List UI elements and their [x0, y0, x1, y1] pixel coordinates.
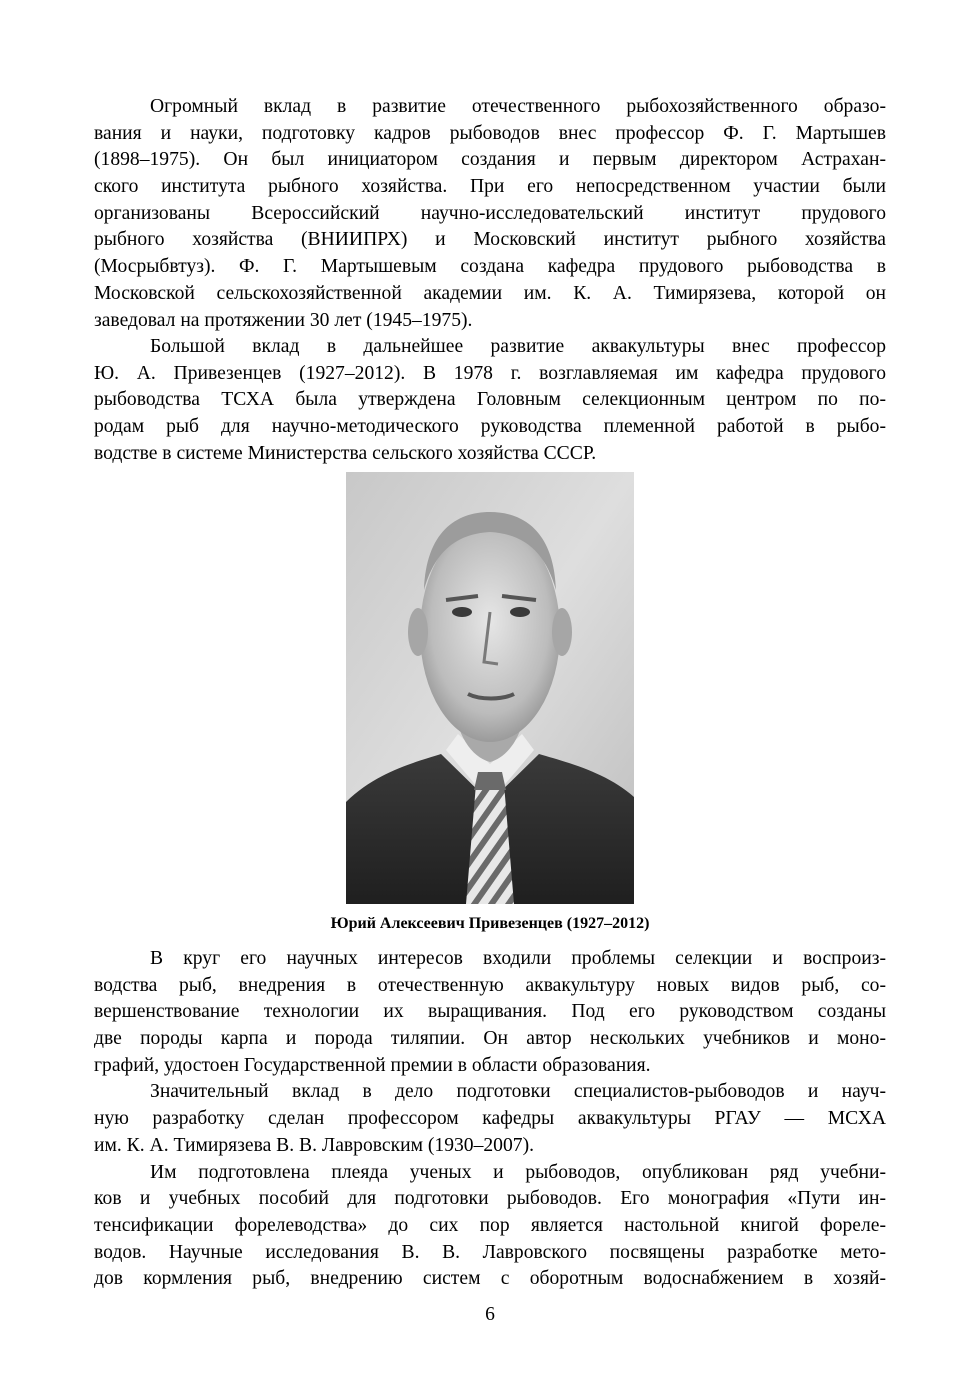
text-line: рыбного хозяйства (ВНИИПРХ) и Московский институт рыбного хозяйства	[94, 229, 886, 251]
text-block-privezentsev	[94, 334, 886, 467]
text-block-bottom	[94, 946, 886, 1293]
text-line: графий, удостоен Государственной премии в области образования.	[94, 1054, 651, 1076]
text-line: водства рыб, внедрения в отечественную аквакультуру новых видов рыб, со-	[94, 974, 886, 996]
text-block-top	[94, 94, 886, 334]
text-line: вания и науки, подготовку кадров рыбоводов внес профессор Ф. Г. Мартышев	[94, 122, 886, 144]
text-line: рыбоводства ТСХА была утверждена Головным селекционным центром по по-	[94, 389, 886, 411]
text-line: тенсификации форелеводства» до сих пор является настольной книгой форелe-	[94, 1214, 886, 1236]
text-line: дов кормления рыб, внедрению систем с оборотным водоснабжением в хозяй-	[94, 1268, 886, 1290]
text-line: две породы карпа и порода тиляпии. Он автор нескольких учебников и моно-	[94, 1028, 886, 1050]
text-line: организованы Всероссийский научно-исследовательский институт прудового	[94, 202, 886, 224]
text-line: родам рыб для научно-методического руководства племенной работой в рыбо-	[94, 416, 886, 438]
paragraph-interests	[94, 946, 886, 1079]
paragraph-martyshev	[94, 94, 886, 334]
text-line: водов. Научные исследования В. В. Лавровского посвящены разработке мето-	[94, 1241, 886, 1263]
text-line: Им подготовлена плеяда ученых и рыбоводов, опубликован ряд учебни-	[150, 1161, 886, 1183]
text-line: (1898–1975). Он был инициатором создания и первым директором Астрахан-	[94, 149, 886, 171]
portrait-photo	[346, 472, 634, 904]
text-line: Большой вклад в дальнейшее развитие аквакультуры внес профессор	[150, 336, 886, 357]
text-line: Московской сельскохозяйственной академии им. К. А. Тимирязева, которой он	[94, 282, 886, 304]
text-line: заведовал на протяжении 30 лет (1945–1975).	[94, 309, 473, 331]
paragraph-privezentsev	[94, 334, 886, 467]
text-line: вершенствование технологии их выращивания. Под его руководством созданы	[94, 1001, 886, 1023]
portrait-image	[346, 472, 634, 904]
photo-caption: Юрий Алексеевич Привезенцев (1927–2012)	[330, 915, 650, 932]
text-line: Ю. А. Привезенцев (1927–2012). В 1978 г. возглавляемая им кафедра прудового	[94, 362, 886, 384]
text-line: В круг его научных интересов входили проблемы селекции и воспроиз-	[150, 948, 886, 969]
text-line: ского института рыбного хозяйства. При его непосредственном участии были	[94, 176, 886, 198]
text-line: ков и учебных пособий для подготовки рыбоводов. Его монография «Пути ин-	[94, 1188, 886, 1210]
text-line: ную разработку сделан профессором кафедры аквакультуры РГАУ — МСХА	[94, 1108, 886, 1130]
text-line: водстве в системе Министерства сельского хозяйства СССР.	[94, 442, 597, 464]
paragraph-lavrovsky	[94, 1079, 886, 1159]
text-line: (Мосрыбвтуз). Ф. Г. Мартышевым создана кафедра прудового рыбоводства в	[94, 256, 886, 278]
page-number: 6	[485, 1304, 495, 1325]
text-line: им. К. А. Тимирязева В. В. Лавровским (1930–2007).	[94, 1134, 534, 1156]
text-line: Огромный вклад в развитие отечественного рыбохозяйственного образо-	[150, 96, 886, 117]
paragraph-lavrovsky-works	[94, 1160, 886, 1293]
text-line: Значительный вклад в дело подготовки специалистов-рыбоводов и науч-	[150, 1081, 886, 1103]
